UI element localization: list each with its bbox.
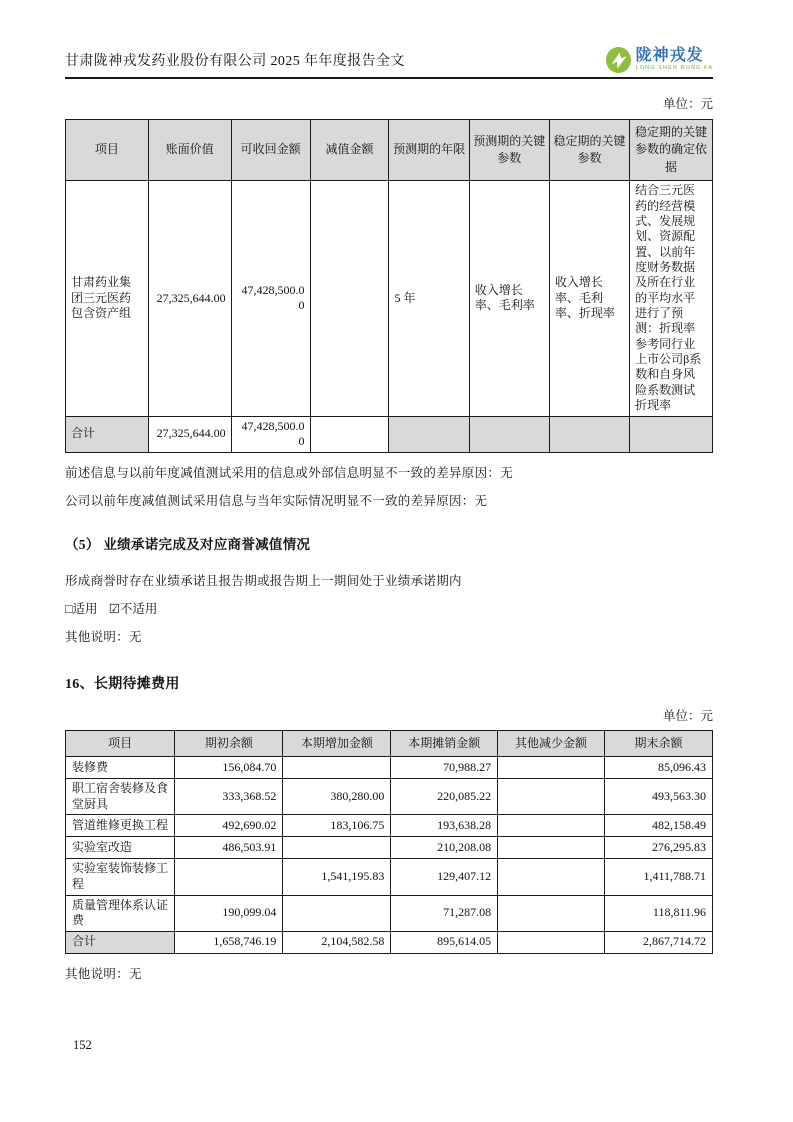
table-header-row	[66, 730, 713, 756]
document-title: 甘肃陇神戎发药业股份有限公司 2025 年年度报告全文	[65, 54, 405, 69]
page-header	[65, 46, 713, 79]
cell-forecast-params: 收入增长率、毛利率	[469, 181, 549, 416]
cell-other-decrease	[498, 815, 605, 837]
cell-beginning-balance: 156,084.70	[175, 757, 283, 779]
column-header-forecast-years: 预测期的年限	[389, 120, 469, 181]
cell-beginning-balance: 486,503.91	[175, 837, 283, 859]
table-row	[66, 895, 713, 931]
column-header-basis: 稳定期的关键参数的确定依据	[630, 120, 713, 181]
cell-item: 管道维修更换工程	[66, 815, 175, 837]
cell-forecast-years: 5 年	[389, 181, 469, 416]
cell-amortized: 129,407.12	[391, 859, 498, 895]
checkbox-applicable: □适用	[65, 601, 98, 616]
cell-total-empty-2	[469, 416, 549, 452]
table-row	[66, 757, 713, 779]
note-actual-situation-difference: 公司以前年度减值测试采用信息与当年实际情况明显不一致的差异原因：无	[65, 493, 488, 508]
cell-ending-balance: 118,811.96	[604, 895, 712, 931]
other-note-2: 其他说明：无	[65, 966, 142, 981]
checkbox-not-applicable: ☑不适用	[108, 601, 158, 616]
table-row	[66, 837, 713, 859]
unit-label-2: 单位：元	[662, 708, 713, 723]
table-row	[66, 779, 713, 815]
cell-ending-balance: 2,867,714.72	[604, 931, 712, 953]
cell-increase: 2,104,582.58	[283, 931, 391, 953]
cell-increase: 380,280.00	[283, 779, 391, 815]
cell-other-decrease	[498, 779, 605, 815]
column-header-item: 项目	[66, 120, 149, 181]
cell-amortized: 210,208.08	[391, 837, 498, 859]
cell-increase: 1,541,195.83	[283, 859, 391, 895]
cell-item: 职工宿舍装修及食堂厨具	[66, 779, 175, 815]
table-row-asset-group	[66, 181, 713, 416]
logo-bird-icon	[605, 46, 632, 74]
cell-total-recoverable: 47,428,500.00	[231, 416, 310, 452]
column-header-ending-balance: 期末余额	[604, 730, 712, 756]
column-header-increase: 本期增加金额	[283, 730, 391, 756]
column-header-stable-params: 稳定期的关键参数	[549, 120, 629, 181]
cell-ending-balance: 493,563.30	[604, 779, 712, 815]
cell-book-value: 27,325,644.00	[148, 181, 231, 416]
cell-increase	[283, 895, 391, 931]
company-logo	[605, 46, 713, 74]
table-row	[66, 859, 713, 895]
cell-amortized: 895,614.05	[391, 931, 498, 953]
cell-total-empty-1	[389, 416, 469, 452]
cell-other-decrease	[498, 895, 605, 931]
cell-increase	[283, 757, 391, 779]
column-header-book-value: 账面价值	[148, 120, 231, 181]
column-header-forecast-params: 预测期的关键参数	[469, 120, 549, 181]
table-row-total	[66, 416, 713, 452]
cell-increase: 183,106.75	[283, 815, 391, 837]
deferred-expenses-table	[65, 730, 713, 954]
section-16-heading: 16、长期待摊费用	[65, 676, 180, 692]
cell-recoverable: 47,428,500.00	[231, 181, 310, 416]
cell-ending-balance: 276,295.83	[604, 837, 712, 859]
logo-text	[636, 48, 713, 72]
cell-amortized: 193,638.28	[391, 815, 498, 837]
column-header-beginning-balance: 期初余额	[175, 730, 283, 756]
cell-ending-balance: 1,411,788.71	[604, 859, 712, 895]
section-5-body: 形成商誉时存在业绩承诺且报告期或报告期上一期间处于业绩承诺期内	[65, 573, 462, 588]
cell-beginning-balance: 190,099.04	[175, 895, 283, 931]
cell-total-empty-3	[549, 416, 629, 452]
unit-label-1: 单位：元	[662, 97, 713, 111]
cell-other-decrease	[498, 931, 605, 953]
cell-other-decrease	[498, 837, 605, 859]
column-header-item: 项目	[66, 730, 175, 756]
page-number: 152	[73, 1038, 92, 1052]
logo-latin-name: LONG SHEN RONG FA	[635, 65, 713, 72]
section-5-heading: （5） 业绩承诺完成及对应商誉减值情况	[65, 536, 311, 552]
cell-beginning-balance: 333,368.52	[175, 779, 283, 815]
column-header-impairment: 减值金额	[310, 120, 389, 181]
cell-other-decrease	[498, 757, 605, 779]
cell-item: 装修费	[66, 757, 175, 779]
cell-total-impairment	[310, 416, 389, 452]
cell-item: 实验室装饰装修工程	[66, 859, 175, 895]
goodwill-impairment-table	[65, 119, 713, 453]
column-header-recoverable: 可收回金额	[231, 120, 310, 181]
cell-basis: 结合三元医药的经营模式、发展规划、资源配置、以前年度财务数据及所在行业的平均水平进行了预测：折现率参考同行业上市公司β系数和自身风险系数测试折现率	[630, 181, 713, 416]
cell-impairment	[310, 181, 389, 416]
cell-amortized: 220,085.22	[391, 779, 498, 815]
cell-increase	[283, 837, 391, 859]
note-prior-info-difference: 前述信息与以前年度减值测试采用的信息或外部信息明显不一致的差异原因：无	[65, 465, 514, 480]
cell-beginning-balance: 1,658,746.19	[175, 931, 283, 953]
cell-total-empty-4	[630, 416, 713, 452]
cell-item: 质量管理体系认证费	[66, 895, 175, 931]
cell-total-book-value: 27,325,644.00	[148, 416, 231, 452]
logo-chinese-name: 陇神戎发	[635, 47, 704, 65]
cell-amortized: 71,287.08	[391, 895, 498, 931]
column-header-other-decrease: 其他减少金额	[498, 730, 605, 756]
table-row	[66, 815, 713, 837]
table-header-row	[66, 120, 713, 181]
cell-item: 实验室改造	[66, 837, 175, 859]
cell-item: 甘肃药业集团三元医药包含资产组	[66, 181, 149, 416]
cell-amortized: 70,988.27	[391, 757, 498, 779]
applicability-line	[65, 599, 713, 617]
cell-total-label: 合计	[66, 931, 175, 953]
cell-other-decrease	[498, 859, 605, 895]
section-5-other-note: 其他说明：无	[65, 629, 142, 644]
cell-total-label: 合计	[66, 416, 149, 452]
cell-beginning-balance: 492,690.02	[175, 815, 283, 837]
cell-ending-balance: 85,096.43	[604, 757, 712, 779]
cell-stable-params: 收入增长率、毛利率、折现率	[549, 181, 629, 416]
cell-beginning-balance	[175, 859, 283, 895]
table-row-total	[66, 931, 713, 953]
cell-ending-balance: 482,158.49	[604, 815, 712, 837]
column-header-amortized: 本期摊销金额	[391, 730, 498, 756]
